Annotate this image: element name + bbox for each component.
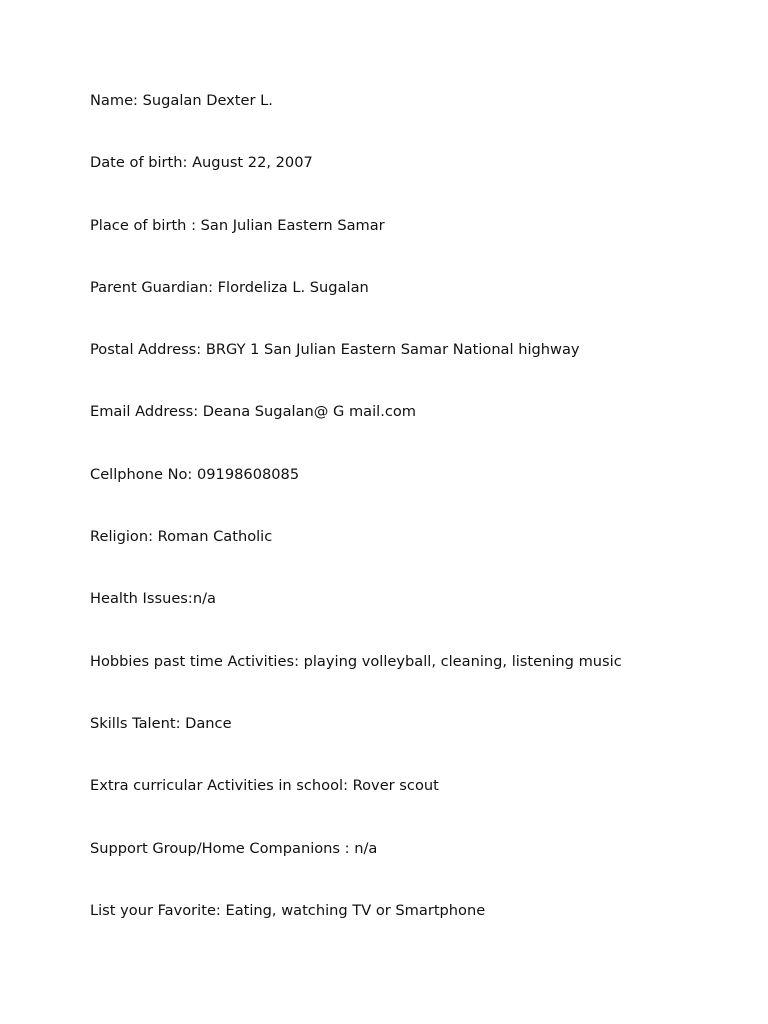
field-favorites: List your Favorite: Eating, watching TV or Smartphone	[90, 901, 486, 919]
profile-field-list	[90, 91, 622, 963]
field-hobbies: Hobbies past time Activities: playing volleyball, cleaning, listening music	[90, 652, 622, 670]
field-support-group: Support Group/Home Companions : n/a	[90, 839, 378, 857]
field-place-of-birth: Place of birth : San Julian Eastern Samar	[90, 216, 385, 234]
field-parent-guardian: Parent Guardian: Flordeliza L. Sugalan	[90, 278, 369, 296]
field-skills-talent: Skills Talent: Dance	[90, 714, 232, 732]
field-date-of-birth: Date of birth: August 22, 2007	[90, 154, 313, 172]
field-email-address: Email Address: Deana Sugalan@ G mail.com	[90, 403, 417, 421]
field-postal-address: Postal Address: BRGY 1 San Julian Eastern Samar National highway	[90, 341, 580, 359]
field-cellphone-number: Cellphone No: 09198608085	[90, 465, 300, 483]
field-health-issues: Health Issues:n/a	[90, 590, 216, 608]
field-extracurricular-activities: Extra curricular Activities in school: Rover scout	[90, 777, 439, 795]
field-name: Name: Sugalan Dexter L.	[90, 92, 273, 109]
field-religion: Religion: Roman Catholic	[90, 528, 273, 546]
